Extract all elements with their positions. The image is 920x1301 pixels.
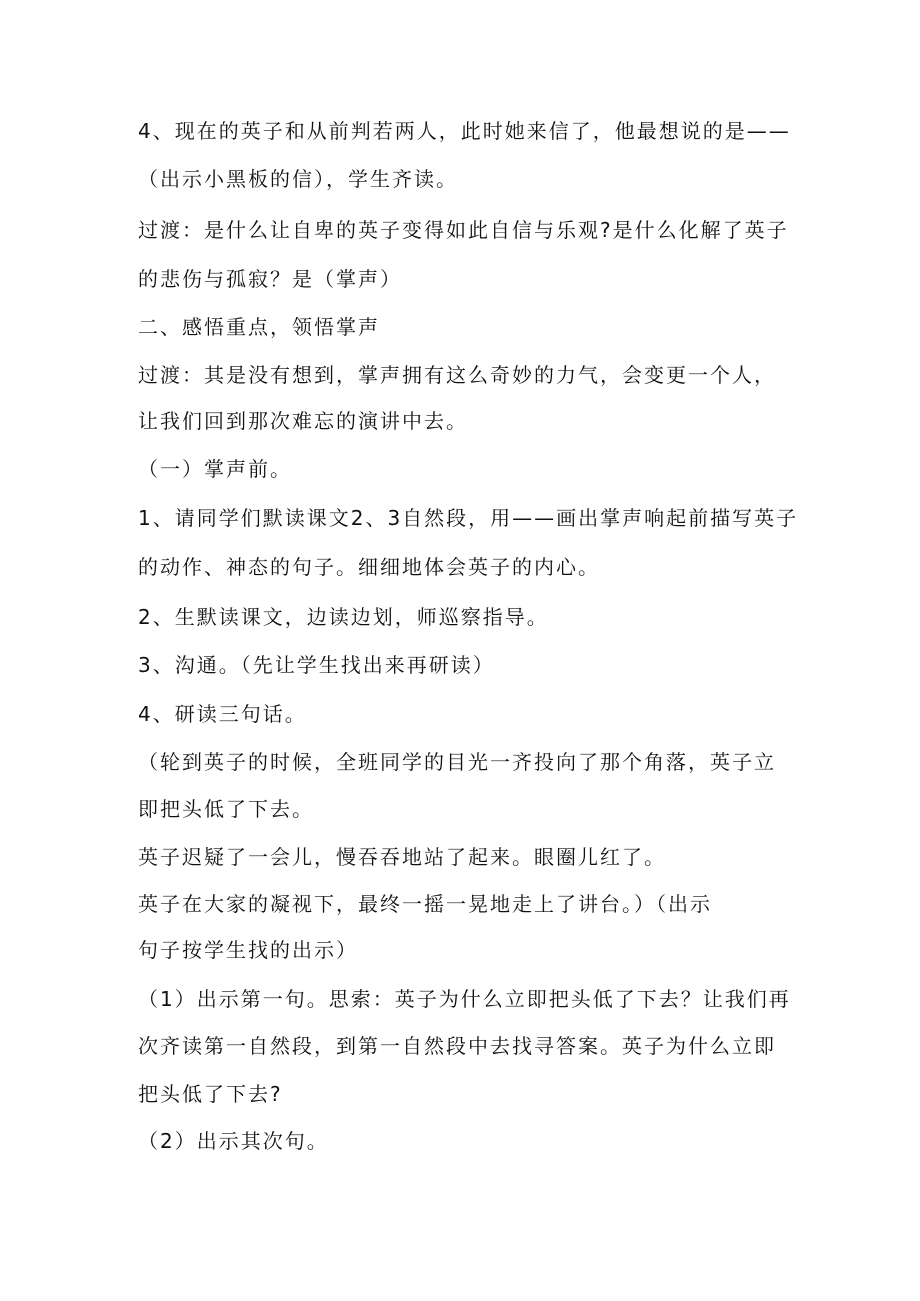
text-line-4: 的悲伤与孤寂？是（掌声）	[138, 267, 402, 291]
text-line-9: 1、请同学们默读课文2、3自然段，用——画出掌声响起前描写英子	[138, 506, 799, 530]
text-line-15: 即把头低了下去。	[138, 797, 314, 821]
text-line-3: 过渡：是什么让自卑的英子变得如此自信与乐观?是什么化解了英子	[138, 218, 789, 242]
text-line-8: （一）掌声前。	[138, 457, 292, 481]
text-line-17: 英子在大家的凝视下，最终一摇一晃地走上了讲台。）（出示	[138, 892, 712, 916]
text-line-12: 3、沟通。（先让学生找出来再研读）	[138, 653, 495, 677]
text-line-20: 次齐读第一自然段，到第一自然段中去找寻答案。英子为什么立即	[138, 1034, 776, 1058]
text-line-6: 过渡：其是没有想到，掌声拥有这么奇妙的力气，会变更一个人，	[138, 363, 776, 387]
text-line-21: 把头低了下去?	[138, 1082, 283, 1106]
text-line-10: 的动作、神态的句子。细细地体会英子的内心。	[138, 555, 600, 579]
text-line-16: 英子迟疑了一会儿，慢吞吞地站了起来。眼圈儿红了。	[138, 845, 666, 869]
text-line-13: 4、研读三句话。	[138, 702, 307, 726]
text-line-19: （1）出示第一句。思索：英子为什么立即把头低了下去？让我们再	[138, 987, 791, 1011]
text-line-22: （2）出示其次句。	[138, 1129, 329, 1153]
text-line-18: 句子按学生找的出示）	[138, 938, 358, 962]
text-line-5: 二、感悟重点，领悟掌声	[138, 315, 380, 339]
text-line-14: （轮到英子的时候，全班同学的目光一齐投向了那个角落，英子立	[138, 750, 776, 774]
text-line-1: 4、现在的英子和从前判若两人，此时她来信了，他最想说的是——	[138, 119, 791, 143]
text-line-11: 2、生默读课文，边读边划，师巡察指导。	[138, 605, 549, 629]
text-line-7: 让我们回到那次难忘的演讲中去。	[138, 409, 468, 433]
text-line-2: （出示小黑板的信），学生齐读。	[138, 167, 458, 191]
